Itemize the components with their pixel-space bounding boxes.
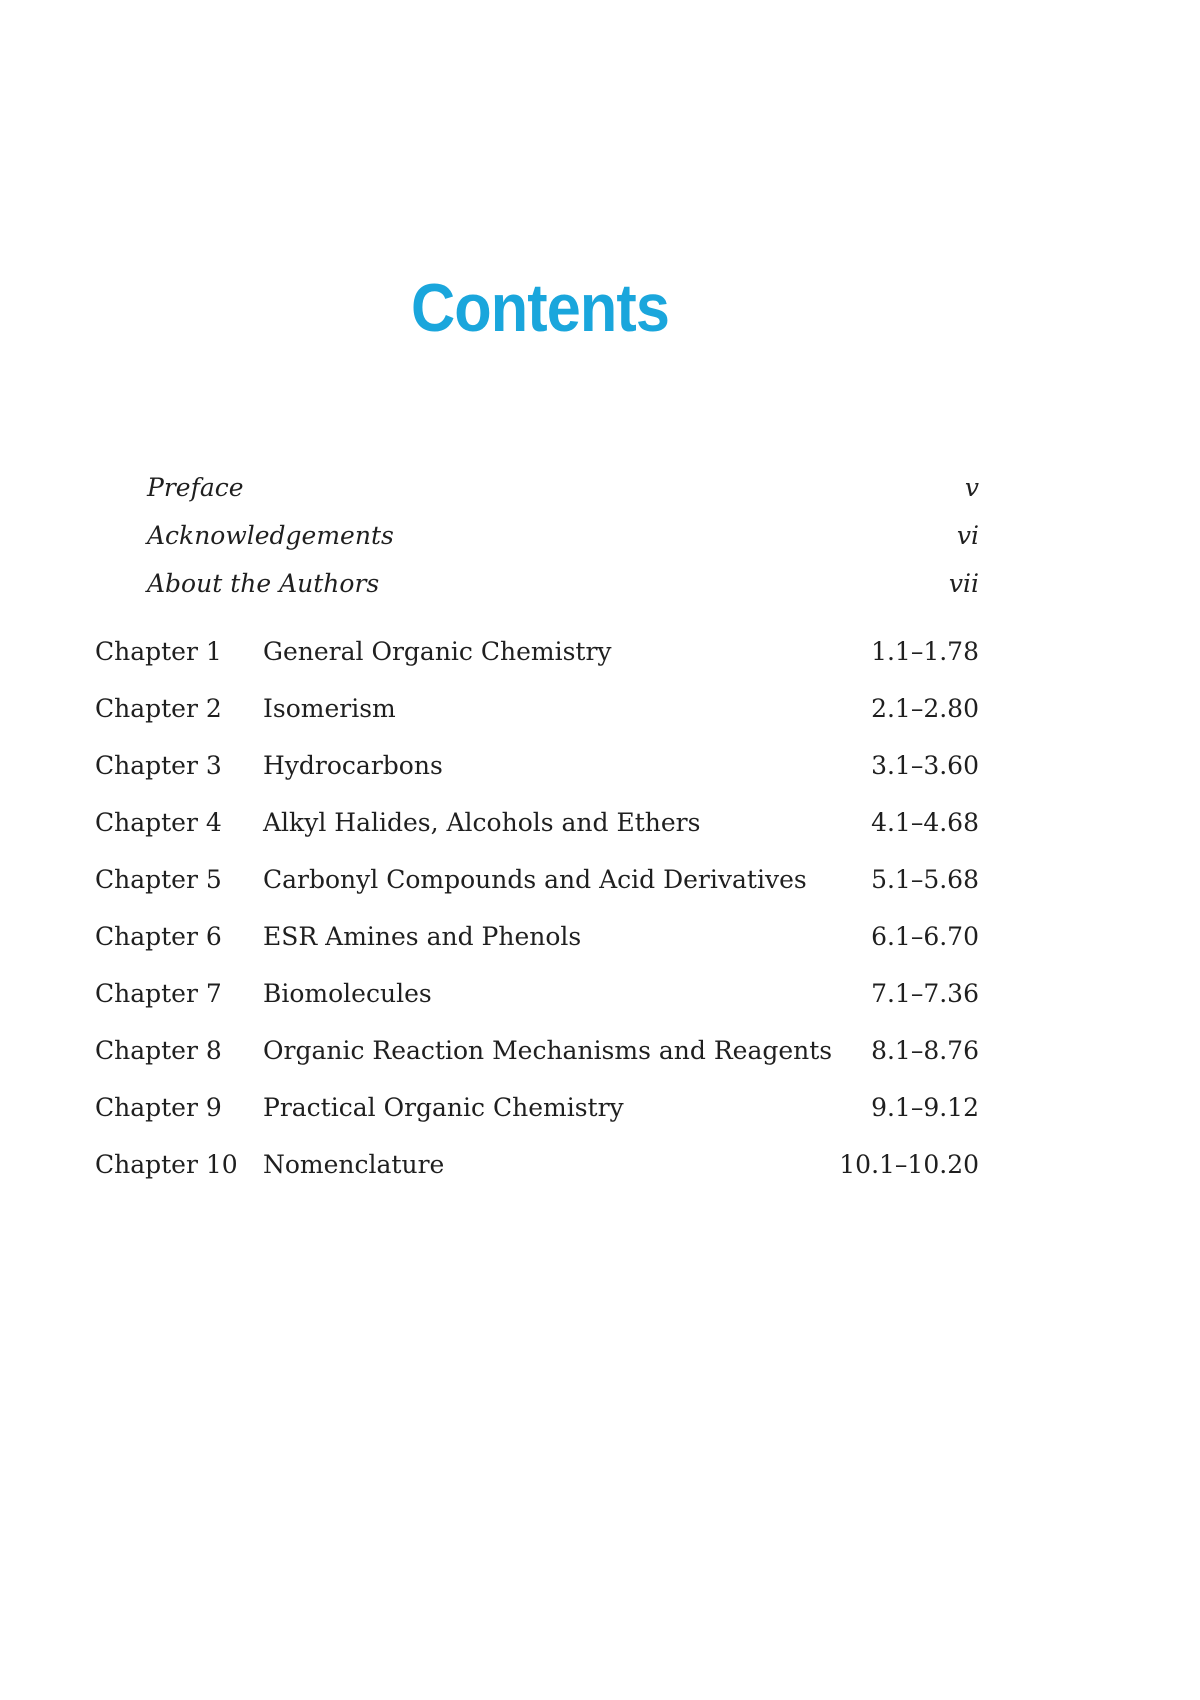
chapter-list <box>95 623 979 1193</box>
chapter-number: Chapter 2 <box>95 694 222 723</box>
chapter-entry-6[interactable] <box>95 908 979 965</box>
chapter-title: Hydrocarbons <box>263 751 443 780</box>
front-matter-page: vii <box>948 568 979 598</box>
chapter-page-range: 2.1–2.80 <box>871 694 979 723</box>
chapter-page-range: 1.1–1.78 <box>871 637 979 666</box>
front-matter-list <box>147 463 979 607</box>
page-title: Contents <box>411 270 669 346</box>
chapter-number: Chapter 5 <box>95 865 222 894</box>
chapter-entry-2[interactable] <box>95 680 979 737</box>
chapter-entry-9[interactable] <box>95 1079 979 1136</box>
chapter-number: Chapter 8 <box>95 1036 222 1065</box>
chapter-entry-4[interactable] <box>95 794 979 851</box>
chapter-number: Chapter 1 <box>95 637 222 666</box>
front-matter-label: Preface <box>147 472 244 502</box>
chapter-title: Isomerism <box>263 694 396 723</box>
chapter-number: Chapter 10 <box>95 1150 238 1179</box>
chapter-entry-7[interactable] <box>95 965 979 1022</box>
front-matter-entry-about-authors[interactable] <box>147 559 979 607</box>
front-matter-label: About the Authors <box>147 568 380 598</box>
chapter-page-range: 5.1–5.68 <box>871 865 979 894</box>
chapter-page-range: 3.1–3.60 <box>871 751 979 780</box>
chapter-title: Carbonyl Compounds and Acid Derivatives <box>263 865 807 894</box>
chapter-page-range: 7.1–7.36 <box>871 979 979 1008</box>
chapter-number: Chapter 4 <box>95 808 222 837</box>
chapter-number: Chapter 7 <box>95 979 222 1008</box>
front-matter-entry-acknowledgements[interactable] <box>147 511 979 559</box>
front-matter-label: Acknowledgements <box>147 520 394 550</box>
front-matter-entry-preface[interactable] <box>147 463 979 511</box>
chapter-page-range: 8.1–8.76 <box>871 1036 979 1065</box>
chapter-title: Organic Reaction Mechanisms and Reagents <box>263 1036 833 1065</box>
front-matter-page: v <box>964 472 979 502</box>
chapter-entry-3[interactable] <box>95 737 979 794</box>
chapter-entry-8[interactable] <box>95 1022 979 1079</box>
chapter-entry-1[interactable] <box>95 623 979 680</box>
chapter-title: Biomolecules <box>263 979 432 1008</box>
chapter-entry-5[interactable] <box>95 851 979 908</box>
chapter-page-range: 6.1–6.70 <box>871 922 979 951</box>
chapter-title: ESR Amines and Phenols <box>263 922 582 951</box>
chapter-number: Chapter 9 <box>95 1093 222 1122</box>
chapter-page-range: 4.1–4.68 <box>871 808 979 837</box>
chapter-page-range: 9.1–9.12 <box>871 1093 979 1122</box>
chapter-number: Chapter 6 <box>95 922 222 951</box>
chapter-title: Alkyl Halides, Alcohols and Ethers <box>263 808 701 837</box>
front-matter-page: vi <box>956 520 979 550</box>
chapter-entry-10[interactable] <box>95 1136 979 1193</box>
chapter-title: General Organic Chemistry <box>263 637 612 666</box>
chapter-title: Nomenclature <box>263 1150 445 1179</box>
chapter-page-range: 10.1–10.20 <box>839 1150 979 1179</box>
chapter-number: Chapter 3 <box>95 751 222 780</box>
chapter-title: Practical Organic Chemistry <box>263 1093 624 1122</box>
